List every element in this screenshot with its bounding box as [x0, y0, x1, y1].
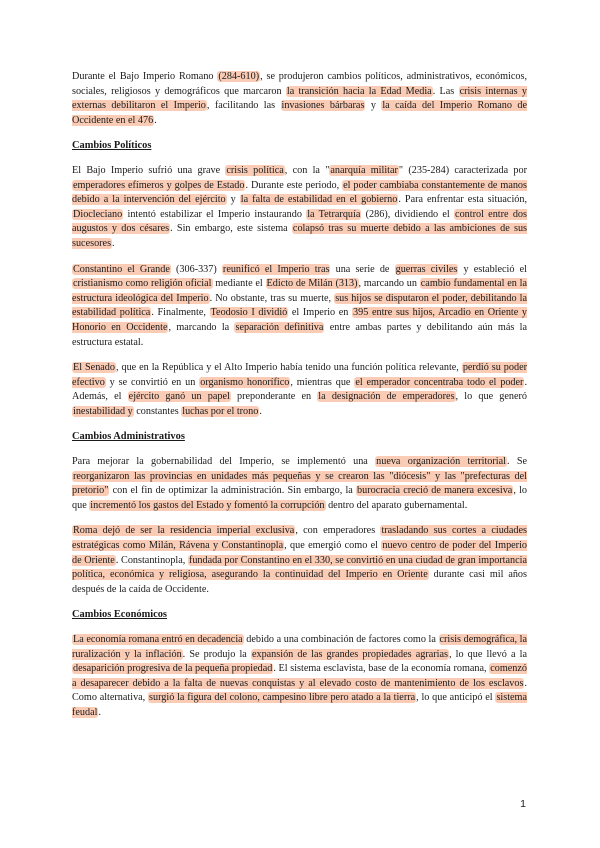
section-heading-economicos: Cambios Económicos [72, 609, 167, 621]
text-span: , facilitando las [206, 100, 281, 112]
text-span: debido a una combinación de factores como la [243, 634, 439, 645]
highlight: la caída del Imperio Romano de Occidente en el 476 [72, 100, 527, 126]
text-span: , con la " [284, 164, 330, 176]
text-span: , lo que llevó a la [448, 648, 527, 660]
highlight: crisis política [226, 164, 284, 176]
text-span: , marcando la [168, 321, 235, 333]
text-span: " (235-284) caracterizada por [398, 164, 527, 176]
text-span: Para mejorar la gobernabilidad del Imperio, se implementó una [72, 456, 376, 468]
highlight: cambio fundamental en la estructura ideológica del Imperio [72, 278, 528, 304]
highlight: crisis internas y externas debilitaron el Imperio [72, 85, 527, 112]
text-span: . [112, 237, 115, 249]
text-span: , con emperadores [295, 525, 381, 537]
highlight: el emperador concentraba todo el poder [355, 376, 524, 388]
highlight: El Senado [73, 362, 115, 374]
highlight: invasiones bárbaras [281, 100, 365, 112]
text-span: (286), dividiendo el [361, 208, 455, 220]
text-span: y estableció el [458, 263, 527, 275]
highlight: la falta de estabilidad en el gobierno [240, 194, 398, 206]
text-span: . Para enfrentar esta situación, [398, 194, 528, 206]
text-span: dentro del aparato gubernamental. [325, 499, 468, 511]
text-span: . Se [506, 456, 528, 468]
highlight: cristianismo como religión oficial [73, 278, 212, 290]
text-span: , que emergió como el [284, 540, 382, 552]
text-span: entre ambas partes y debilitando aún más la estructura estatal. [72, 321, 527, 348]
highlight: incrementó los gastos del Estado y fomentó la corrupción [90, 499, 325, 511]
highlight: control entre dos augustos y dos césares [72, 208, 527, 235]
text-span: El Bajo Imperio sufrió una grave [72, 164, 226, 176]
text-span: el Imperio en [288, 307, 353, 319]
highlight: el poder cambiaba constantemente de manos debido a la intervención del ejército [72, 179, 527, 206]
highlight: colapsó tras su muerte debido a las ambiciones de sus sucesores [72, 223, 528, 249]
page-number: 1 [520, 798, 526, 810]
paragraph-constantino [72, 263, 527, 351]
highlight: luchas por el trono [182, 405, 259, 417]
highlight: sus hijos se disputaron el poder, debilitando la estabilidad política [72, 292, 528, 319]
text-span: . Como alternativa, [72, 677, 527, 704]
intro-paragraph [72, 70, 527, 128]
text-span: . Constantinopla, [115, 554, 188, 566]
text-span: , se produjeron cambios políticos, administrativos, económicos, sociales, religiosos y demográficos que marcaron [72, 71, 528, 97]
text-span: . [259, 405, 262, 417]
highlight: perdió su poder efectivo [72, 362, 527, 388]
paragraph-constantinopla [72, 524, 527, 597]
text-span: con el fin de optimizar la administración. Sin embargo, la [109, 485, 357, 497]
highlight: Teodosio I dividió [210, 307, 288, 319]
text-span: . Durante este periodo, [245, 179, 343, 191]
text-span: (306-337) [170, 263, 222, 275]
paragraph-senado [72, 361, 527, 419]
text-span: , marcando un [358, 278, 420, 290]
text-span: . Sin embargo, este sistema [170, 223, 292, 235]
highlight: la Tetrarquía [307, 208, 361, 220]
text-span: y se convirtió en un [105, 376, 200, 388]
document-page [72, 70, 527, 732]
highlight: Roma dejó de ser la residencia imperial exclusiva [73, 525, 295, 537]
highlight: Diocleciano [73, 208, 123, 220]
highlight: crisis demográfica, la ruralización y la inflación [72, 634, 528, 660]
highlight: surgió la figura del colono, campesino libre pero atado a la tierra [149, 692, 416, 704]
highlight: trasladando sus cortes a ciudades estratégicas como Milán, Rávena y Constantinopla [72, 525, 527, 552]
text-span: , lo que generó [455, 391, 527, 403]
highlight: guerras civiles [395, 263, 458, 275]
highlight: separación definitiva [235, 321, 324, 333]
text-span: . Las [432, 85, 459, 97]
highlight: la designación de emperadores [318, 391, 455, 403]
text-span: mediante el [212, 278, 266, 290]
highlight: desaparición progresiva de la pequeña propiedad [73, 663, 273, 675]
highlight: comenzó a desaparecer debido a la falta de nuevas conquistas y al elevado costo de mantenimiento de los esclavos [72, 663, 527, 689]
highlight: (284-610) [218, 71, 260, 82]
highlight: la transición hacia la Edad Media [286, 85, 432, 97]
highlight: nueva organización territorial [376, 456, 506, 468]
text-span: . Se produjo la [182, 648, 251, 660]
text-span: , lo que [72, 485, 527, 511]
text-span: una serie de [330, 263, 395, 275]
highlight: burocracia creció de manera excesiva [357, 485, 513, 497]
text-span: intentó estabilizar el Imperio instaurando [123, 208, 307, 220]
section-heading-administrativos: Cambios Administrativos [72, 431, 185, 443]
paragraph-organizacion [72, 455, 527, 513]
text-span: . Además, el [72, 376, 527, 403]
highlight: fundada por Constantino en el 330, se convirtió en una ciudad de gran importancia política, económica y religiosa, asegurando la continuidad del Imperio en Oriente [72, 554, 527, 581]
highlight: emperadores efímeros y golpes de Estado [73, 179, 245, 191]
text-span: Durante el Bajo Imperio Romano [72, 71, 218, 82]
text-span: durante casi mil años después de la caída de Occidente. [72, 569, 527, 595]
highlight: ejército ganó un papel [128, 391, 230, 403]
text-span: . [98, 706, 102, 718]
text-span: , que en la República y el Alto Imperio había tenido una función política relevante, [116, 362, 462, 374]
highlight: reunificó el Imperio tras [222, 263, 330, 275]
text-span: constantes [133, 405, 182, 417]
text-span: , lo que anticipó el [416, 692, 496, 704]
text-span: y [365, 100, 382, 112]
section-heading-politicos: Cambios Políticos [72, 140, 152, 152]
highlight: sistema feudal [72, 692, 527, 718]
text-span: . Finalmente, [151, 307, 210, 319]
highlight: reorganizaron las provincias en unidades más pequeñas y se crearon las "diócesis" y las "prefecturas del pretorio" [72, 470, 527, 497]
paragraph-economia [72, 633, 527, 721]
text-span: . El sistema esclavista, base de la economía romana, [273, 663, 490, 675]
paragraph-anarquia [72, 164, 527, 252]
highlight: anarquía militar [330, 164, 398, 176]
highlight: 395 entre sus hijos, Arcadio en Oriente y Honorio en Occidente [72, 307, 528, 333]
highlight: nuevo centro de poder del Imperio de Oriente [72, 540, 527, 566]
text-span: . No obstante, tras su muerte, [209, 292, 335, 304]
text-span: preponderante en [230, 391, 318, 403]
text-span: , mientras que [290, 376, 355, 388]
text-span: . [154, 114, 157, 126]
highlight: inestabilidad y [73, 405, 133, 417]
highlight: Constantino el Grande [73, 263, 170, 275]
highlight: organismo honorífico [200, 376, 290, 388]
highlight: Edicto de Milán (313) [266, 278, 358, 290]
highlight: La economía romana entró en decadencia [73, 634, 243, 645]
highlight: expansión de las grandes propiedades agrarias [251, 648, 448, 660]
text-span: y [226, 194, 240, 206]
